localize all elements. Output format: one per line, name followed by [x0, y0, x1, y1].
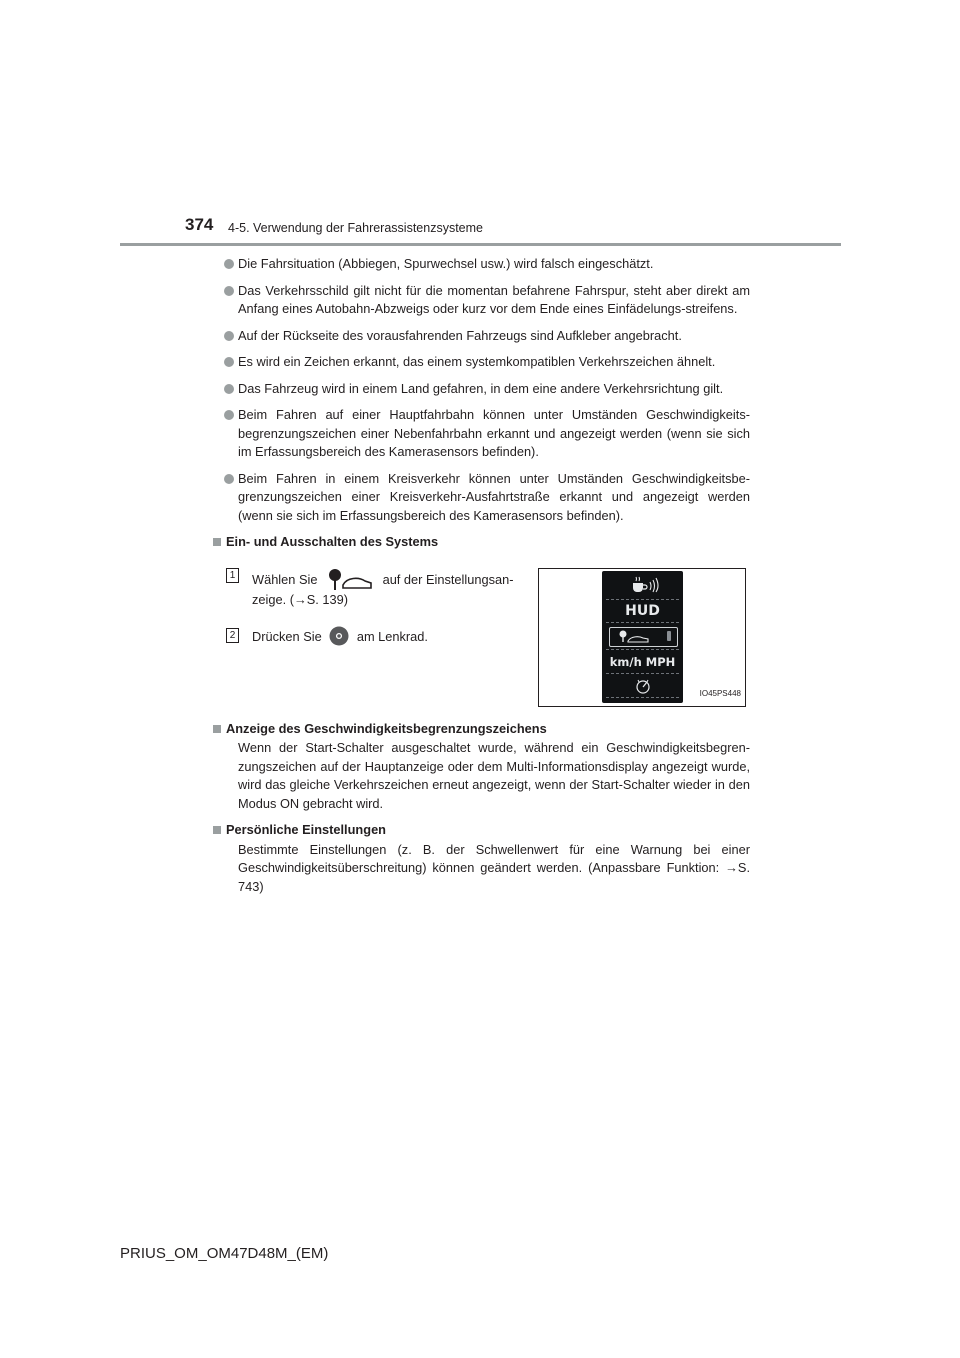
- section-display: [212, 720, 750, 814]
- bullet-dot-icon: [224, 331, 234, 341]
- figure-code: IO45PS448: [699, 689, 741, 698]
- page-content: [212, 255, 750, 896]
- step-text-c: zeige. (→S. 139): [252, 591, 349, 607]
- bullet-dot-icon: [224, 286, 234, 296]
- steering-button-icon: [329, 626, 349, 646]
- bullet-dot-icon: [224, 410, 234, 420]
- step-text-a: Drücken Sie: [252, 628, 322, 644]
- section-square-icon: [213, 725, 221, 733]
- menu-units: km/h MPH: [609, 654, 676, 669]
- menu-hud: HUD: [625, 602, 660, 619]
- bullet-item: Beim Fahren in einem Kreisverkehr können unter Umständen Geschwindigkeitsbe-grenzungszeichen einer Kreisverkehr-Ausfahrtstraße erkannt und angezeigt werden (wenn sie sich im Erfassungsbereich des Kamerasensors befinden).: [212, 470, 750, 526]
- document-id: PRIUS_OM_OM47D48M_(EM): [120, 1245, 329, 1262]
- bullet-item: Beim Fahren auf einer Hauptfahrbahn können unter Umständen Geschwindigkeits-begrenzungszeichen einer Nebenfahrbahn erkannt und angezeigt werden (wenn sie sich im Erfassungsbereich des Kamerasensors befinden).: [212, 406, 750, 462]
- section-body: Wenn der Start-Schalter ausgeschaltet wurde, während ein Geschwindigkeitsbegren-zungszeichen auf der Hauptanzeige oder dem Multi-Informationsdisplay angezeigt wurde, wird das gleiche Verkehrszeichen erneut angezeigt, wenn der Start-Schalter wieder in den Modus ON gebracht wird.: [238, 740, 750, 811]
- section-square-icon: [213, 538, 221, 546]
- multi-info-display: [602, 571, 683, 703]
- bullet-dot-icon: [224, 357, 234, 367]
- bullet-item: Das Fahrzeug wird in einem Land gefahren, in dem eine andere Verkehrsrichtung gilt.: [212, 380, 750, 399]
- bullet-dot-icon: [224, 474, 234, 484]
- bullet-item: Die Fahrsituation (Abbiegen, Spurwechsel usw.) wird falsch eingeschätzt.: [212, 255, 750, 274]
- section-heading: Anzeige des Geschwindigkeitsbegrenzungszeichens: [226, 720, 547, 736]
- steps-block: [226, 558, 750, 708]
- speed-limit-sign-icon: [610, 628, 674, 644]
- step-text-a: Wählen Sie: [252, 571, 318, 587]
- step-number: 2: [226, 628, 239, 643]
- bullet-dot-icon: [224, 259, 234, 269]
- page-number: 374: [185, 215, 214, 234]
- section-square-icon: [213, 826, 221, 834]
- section-body: Bestimmte Einstellungen (z. B. der Schwellenwert für eine Warnung bei einer Geschwindigkeitsüberschreitung) können geändert werden. (Anpassbare Funktion: →S. 743): [238, 841, 750, 894]
- section-heading: Persönliche Einstellungen: [226, 822, 386, 837]
- bullet-dot-icon: [224, 384, 234, 394]
- coffee-cup-icon: [623, 575, 663, 593]
- bullet-item: Es wird ein Zeichen erkannt, das einem systemkompatiblen Verkehrszeichen ähnelt.: [212, 353, 750, 372]
- step-text-b: auf der Einstellungsan-: [382, 571, 514, 587]
- settings-screen-figure: [538, 568, 746, 707]
- section-onoff: [212, 533, 750, 708]
- section-personal: [212, 821, 750, 896]
- step-text-b: am Lenkrad.: [356, 628, 428, 644]
- header-divider: [120, 243, 841, 246]
- section-heading: Ein- und Ausschalten des Systems: [226, 534, 439, 549]
- speed-limit-settings-icon: [325, 566, 375, 592]
- section-title: 4-5. Verwendung der Fahrerassistenzsysteme: [228, 221, 483, 235]
- selected-menu-item: [609, 627, 678, 647]
- step-number: 1: [226, 568, 239, 583]
- bullet-item: Das Verkehrsschild gilt nicht für die momentan befahrene Fahrspur, steht aber direkt am Anfang eines Autobahn-Abzweigs oder kurz vor dem Ende eines Einfädelungs-streifens.: [212, 282, 750, 319]
- bullet-item: Auf der Rückseite des vorausfahrenden Fahrzeugs sind Aufkleber angebracht.: [212, 327, 750, 346]
- dial-settings-icon: [633, 677, 653, 695]
